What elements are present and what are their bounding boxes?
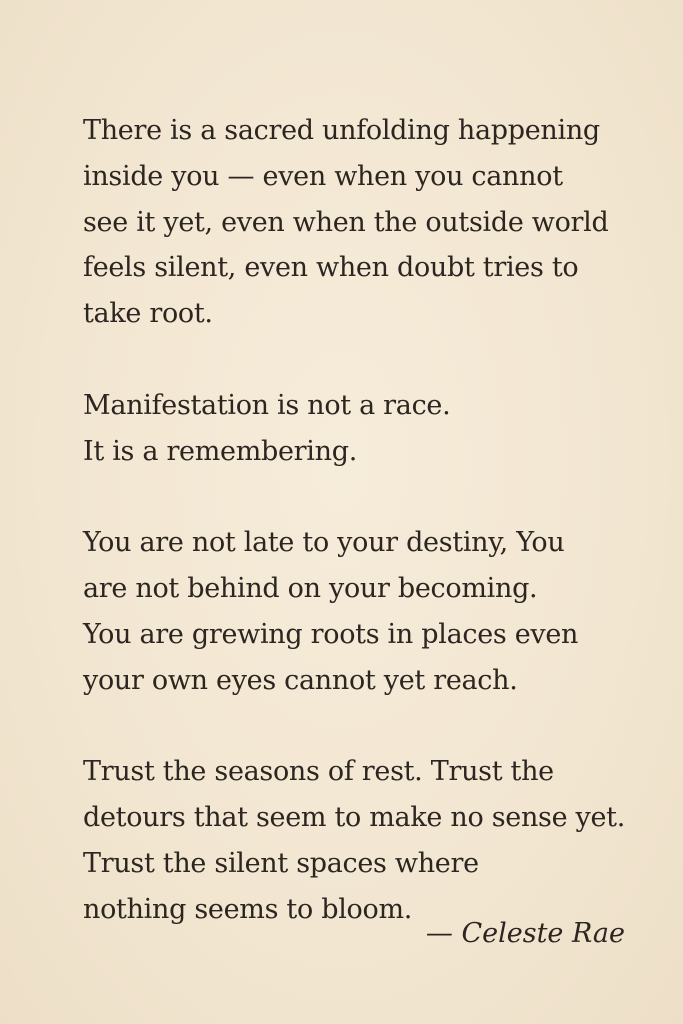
poem-line: It is a remembering. [83,435,357,467]
poem-line: see it yet, even when the outside world [83,206,609,238]
poem-line: There is a sacred unfolding happening [83,115,600,146]
poem-line: inside you — even when you cannot [83,160,563,192]
poem-line: Manifestation is not a race. [83,389,451,421]
poem-line: You are grewing roots in places even [83,618,579,650]
stanza-2 [83,383,643,475]
stanza-3 [83,520,643,703]
stanza-1 [83,108,643,337]
poem-line: take root. [83,298,213,330]
author-signature: — Celeste Rae [425,918,625,949]
poem-line: nothing seems to bloom. [83,893,413,925]
poem-line: your own eyes cannot yet reach. [83,664,518,696]
poem-line: are not behind on your becoming. [83,572,538,604]
poem-line: Trust the seasons of rest. Trust the [83,756,554,788]
stanza-4 [83,749,643,932]
poem-body [83,108,643,978]
poem-line: detours that seem to make no sense yet. [83,801,626,833]
poem-line: feels silent, even when doubt tries to [83,252,579,284]
poem-line: You are not late to your destiny, You [83,527,565,559]
poem-line: Trust the silent spaces where [83,847,479,879]
